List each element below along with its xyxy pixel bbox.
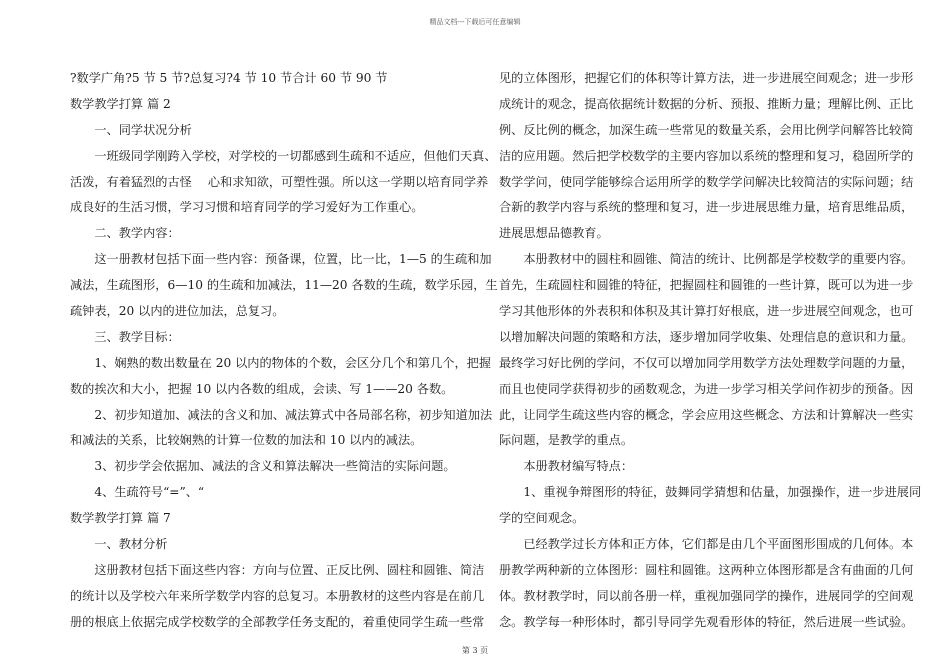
text-line: 际问题，是教学的重点。 — [499, 433, 634, 448]
text-line: 1、重视争辩图形的特征，鼓舞同学猜想和估量，加强操作，进一步进展同 — [499, 485, 922, 500]
text-line: 疏钟表，20 以内的进位加法，总复习。 — [70, 304, 285, 319]
text-line: 一班级同学刚跨入学校，对学校的一切都感到生疏和不适应，但他们天真、 — [70, 148, 497, 163]
text-line: 首先，生疏圆柱和圆锥的特征，把握圆柱和圆锥的一些计算，既可以为进一步 — [499, 278, 914, 293]
text-line: 这一册教材包括下面一些内容：预备课，位置，比一比，1—5 的生疏和加 — [70, 252, 492, 267]
text-line: 念。教学每一种形体时，都引导同学先观看形体的特征，然后进展一些试验。 — [499, 614, 914, 629]
text-line: 本册教材编写特点： — [499, 459, 634, 474]
text-line: 数学教学打算 篇 2 — [70, 96, 171, 111]
text-line: 二、教学内容： — [70, 226, 180, 241]
text-line: 活泼，有着猛烈的古怪 心和求知欲，可塑性强。所以这一学期以培育同学养 — [70, 174, 489, 189]
text-line: 本册教材中的圆柱和圆锥、简洁的统计、比例都是学校数学的重要内容。 — [499, 252, 914, 267]
page-number: 第 3 页 — [461, 646, 489, 655]
right-column — [499, 66, 922, 636]
text-line: 见的立体图形，把握它们的体积等计算方法，进一步进展空间观念；进一步形 — [499, 71, 914, 85]
text-line: 体。教材教学时，同以前各册一样，重视加强同学的操作，进展同学的空间观 — [499, 588, 914, 603]
text-line: 数的挨次和大小，把握 10 以内各数的组成，会读、写 1——20 各数。 — [70, 381, 454, 396]
text-line: 三、教学目标： — [70, 329, 180, 344]
text-line: 已经教学过长方体和正方体，它们都是由几个平面图形围成的几何体。本 — [499, 537, 914, 552]
text-line: 册教学两种新的立体图形：圆柱和圆锥。这两种立体图形都是含有曲面的几何 — [499, 562, 914, 577]
text-line: 成良好的生活习惯，学习习惯和培育同学的学习爱好为工作重心。 — [70, 200, 424, 215]
text-line: 进展思想品德教育。 — [499, 226, 609, 241]
text-line: 这册教材包括下面这些内容：方向与位置、正反比例、圆柱和圆锥、简洁 — [70, 562, 485, 577]
text-line: 1、娴熟的数出数量在 20 以内的物体的个数，会区分几个和第几个，把握 — [70, 355, 492, 370]
text-line: 最终学习好比例的学问，不仅可以增加同学用数学方法处理数学问题的力量， — [499, 355, 914, 370]
text-line: 一、同学状况分析 — [70, 122, 192, 137]
page-header: 精品文档---下载后可任意编辑 — [429, 18, 521, 26]
text-line: 2、初步知道加、减法的含义和加、减法算式中各局部名称，初步知道加法 — [70, 407, 493, 422]
text-line: 3、初步学会依据加、减法的含义和算法解决一些简洁的实际问题。 — [70, 459, 456, 474]
text-line: 成统计的观念，提高依据统计数据的分析、预报、推断力量；理解比例、正比 — [499, 96, 914, 111]
text-line: 4、生疏符号“=”、“ — [70, 485, 205, 500]
left-column — [70, 66, 498, 636]
text-line: 数学学问，使同学能够综合运用所学的数学学问解决比较简洁的实际问题；结 — [499, 174, 914, 189]
text-line: 合新的教学内容与系统的整理和复习，进一步进展思维力量，培育思维品质， — [499, 200, 914, 215]
text-line: 此，让同学生疏这些内容的概念，学会应用这些概念、方法和计算解决一些实 — [499, 407, 914, 422]
text-line: 学的空间观念。 — [499, 511, 585, 526]
text-line: 的统计以及学校六年来所学数学内容的总复习。本册教材的这些内容是在前几 — [70, 588, 485, 603]
text-line: 一、教材分析 — [70, 537, 168, 552]
text-line: 而且也使同学获得初步的函数观念，为进一步学习相关学问作初步的预备。因 — [499, 381, 914, 396]
text-line: 和减法的关系，比较娴熟的计算一位数的加法和 10 以内的减法。 — [70, 433, 423, 448]
text-line: 减法，生疏图形，6—10 的生疏和加减法，11—20 各数的生疏，数学乐园，生 — [70, 278, 498, 293]
text-line: 册的根底上依据完成学校数学的全部教学任务支配的，着重使同学生疏一些常 — [70, 614, 485, 629]
text-line: 数学教学打算 篇 7 — [70, 511, 171, 526]
text-line: 洁的应用题。然后把学校数学的主要内容加以系统的整理和复习，稳固所学的 — [499, 148, 914, 163]
text-line: 以增加解决问题的策略和方法，逐步增加同学收集、处理信息的意识和力量。 — [499, 329, 914, 344]
text-line: ?数学广角?5 节 5 节?总复习?4 节 10 节合计 60 节 90 节 — [70, 71, 388, 85]
text-line: 学习其他形体的外表积和体积及其计算打好根底，进一步进展空间观念，也可 — [499, 304, 914, 319]
text-line: 例、反比例的概念，加深生疏一些常见的数量关系，会用比例学问解答比较简 — [499, 122, 914, 137]
